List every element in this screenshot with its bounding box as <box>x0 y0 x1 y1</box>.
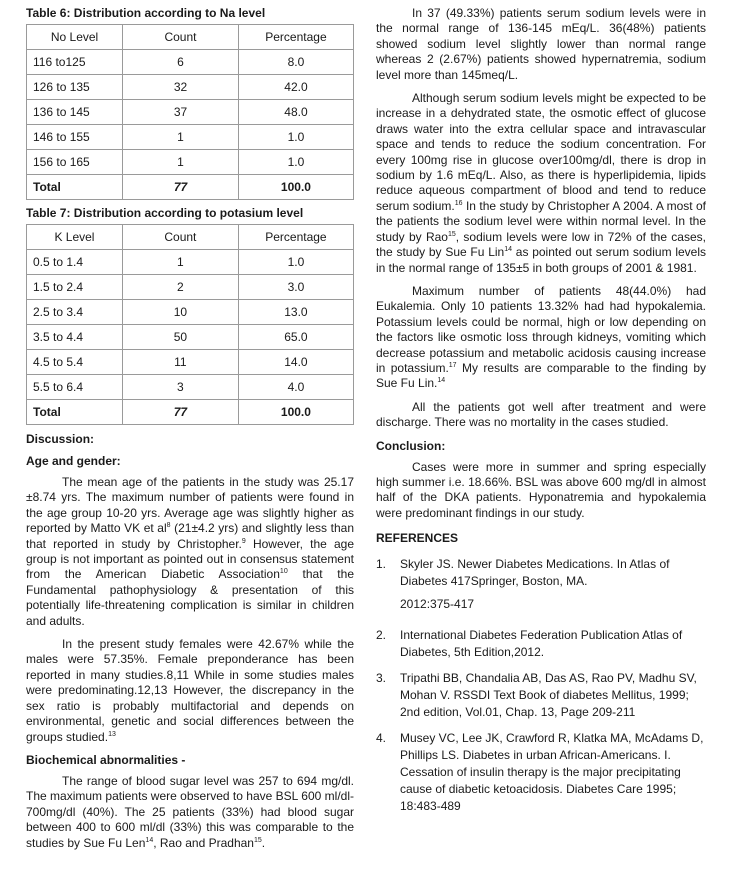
table-cell: 100.0 <box>238 175 353 200</box>
table-cell: 4.0 <box>238 375 353 400</box>
table-header-row <box>27 225 354 250</box>
table-cell: 50 <box>122 325 238 350</box>
table-cell: Total <box>27 175 123 200</box>
reference-number: 1. <box>376 557 387 572</box>
table-cell: 1 <box>123 150 239 175</box>
citation-superscript: 15 <box>253 836 262 844</box>
table-cell: 14.0 <box>238 350 353 375</box>
table-row <box>27 100 354 125</box>
citation-superscript: 14 <box>504 246 513 254</box>
table6-na-distribution <box>26 24 354 200</box>
table-row <box>27 250 354 275</box>
potassium-paragraph: Maximum number of patients 48(44.0%) had Eukalemia. Only 10 patients 13.32% had had hypokalemia. Potassium levels could be normal, high or low depending on the factors like osmotic loss through kidneys, vomiting which decrease potassium and metabolic acidosis causing increase in potassium.$^{17}$ My results are comparable to the finding by Sue Fu Lin.$^{14}$ <box>376 283 706 391</box>
table-cell: 3.5 to 4.4 <box>27 325 123 350</box>
conclusion-paragraph: Cases were more in summer and spring especially high summer i.e. 18.66%. BSL was above 600 mg/dl in almost half of the DKA patients. Hyponatremia and hypokalemia were predominant findings in our study. <box>376 459 706 520</box>
table-cell: 77 <box>123 175 239 200</box>
table-cell: 37 <box>123 100 239 125</box>
table6-caption: Table 6: Distribution according to Na level <box>26 6 266 20</box>
biochemical-heading: Biochemical abnormalities - <box>26 752 186 767</box>
references-heading: REFERENCES <box>376 531 459 546</box>
column-header: Count <box>123 25 239 50</box>
citation-superscript: 17 <box>448 361 457 369</box>
citation-superscript: 10 <box>279 568 288 576</box>
citation-superscript: 16 <box>454 199 463 207</box>
gender-paragraph: In the present study females were 42.67% while the males were 57.35%. Female preponderance has been reported in many studies.8,11 While in some studies males were predominating.12,13 However, the discrepancy in the sex ratio is probably multifactorial and depends on environmental, genetic and social differences between the groups studied.$^{13}$ <box>26 637 354 744</box>
table-row <box>27 350 354 375</box>
table-cell: 100.0 <box>238 400 353 425</box>
outcome-paragraph: All the patients got well after treatment and were discharge. There was no mortality in the cases studied. <box>376 399 706 430</box>
table-cell: 2.5 to 3.4 <box>27 300 123 325</box>
table-cell: 0.5 to 1.4 <box>27 250 123 275</box>
reference-item <box>376 627 706 661</box>
table-header-row <box>27 25 354 50</box>
column-header: Count <box>122 225 238 250</box>
reference-item <box>376 730 706 815</box>
table-cell: 77 <box>122 400 238 425</box>
table-cell: 10 <box>122 300 238 325</box>
table-cell: 32 <box>123 75 239 100</box>
age-gender-heading: Age and gender: <box>26 454 121 468</box>
reference-item <box>376 670 706 721</box>
table-cell: 42.0 <box>238 75 353 100</box>
citation-superscript: 13 <box>108 730 116 738</box>
table-row <box>27 50 354 75</box>
reference-item <box>376 556 706 613</box>
table-row <box>27 150 354 175</box>
table-cell: 126 to 135 <box>27 75 123 100</box>
column-header: Percentage <box>238 225 353 250</box>
table-cell: Total <box>27 400 123 425</box>
table-cell: 1.0 <box>238 125 353 150</box>
table-cell: 3.0 <box>238 275 353 300</box>
reference-pages: 2012:375-417 <box>400 597 475 612</box>
citation-superscript: 8 <box>166 522 171 530</box>
table-cell: 65.0 <box>238 325 353 350</box>
table-cell: 8.0 <box>238 50 353 75</box>
column-header: No Level <box>27 25 123 50</box>
table-cell: 5.5 to 6.4 <box>27 375 123 400</box>
reference-number: 4. <box>376 731 387 746</box>
table7-k-distribution <box>26 224 354 425</box>
conclusion-heading: Conclusion: <box>376 438 446 453</box>
table-cell: 48.0 <box>238 100 353 125</box>
column-header: Percentage <box>238 25 353 50</box>
discussion-heading: Discussion: <box>26 432 95 446</box>
table-cell: 2 <box>122 275 238 300</box>
sodium-explanation-paragraph: Although serum sodium levels might be expected to be increase in a dehydrated state, the osmotic effect of glucose draws water into the extra cellular space and intravascular space and tends to reduce the sodium concentration. For every 100mg rise in glucose over100mg/dl, there is drop in sodium by 1.6 mEq/L. Also, as there is hyperlipidemia, lipids reduce aqueous compartment of blood and tend to reduce serum sodium.$^{16}$ In the study by Christopher A 2004. A most of the patients the sodium level were within normal level. In the study by Rao$^{15}$, sodium levels were low in 72% of the cases, the study by Sue Fu Lin$^{14}$ as pointed out serum sodium levels in the normal range of 135±5 in both groups of 2001 & 1981. <box>376 91 707 275</box>
table-row <box>27 325 354 350</box>
sodium-paragraph: In 37 (49.33%) patients serum sodium levels were in the normal range of 136-145 mEq/L. 36(48%) patients showed sodium level slightly lower than normal range whereas 2 (2.67%) patients showed hypernatremia, sodium level more than 145meq/L. <box>376 6 706 82</box>
citation-superscript: 14 <box>437 377 446 385</box>
citation-superscript: 9 <box>241 537 246 545</box>
table-row <box>27 375 354 400</box>
table-row <box>27 75 354 100</box>
table-cell: 136 to 145 <box>27 100 123 125</box>
reference-text: Musey VC, Lee JK, Crawford R, Klatka MA, McAdams D, Phillips LS. Diabetes in urban African-Americans. I. Cessation of insulin therapy is the major precipitating cause of diabetic ketoacidosis. Diabetes Care 1995; 18:483-489 <box>400 731 704 814</box>
reference-number: 3. <box>376 671 387 686</box>
reference-text: International Diabetes Federation Publication Atlas of Diabetes, 5th Edition,2012. <box>400 628 683 660</box>
blood-sugar-paragraph: The range of blood sugar level was 257 to 694 mg/dl. The maximum patients were observed to have BSL 600 ml/dl-700mg/dl (40%). The 25 patients (33%) had blood sugar between 400 to 600 ml/dl (33%) this was comparable to the studies by Sue Fu Len$^{14}$, Rao and Pradhan$^{15}$. <box>26 773 354 850</box>
table7-caption: Table 7: Distribution according to potasium level <box>26 206 304 220</box>
table-total-row <box>27 400 354 425</box>
table-cell: 11 <box>122 350 238 375</box>
table-cell: 13.0 <box>238 300 353 325</box>
table-cell: 6 <box>123 50 239 75</box>
table-cell: 146 to 155 <box>27 125 123 150</box>
table-cell: 1 <box>123 125 239 150</box>
table-row <box>27 275 354 300</box>
table-row <box>27 125 354 150</box>
table-cell: 156 to 165 <box>27 150 123 175</box>
table-cell: 1.0 <box>238 150 353 175</box>
table-row <box>27 300 354 325</box>
right-column <box>376 6 706 824</box>
table-cell: 1.5 to 2.4 <box>27 275 123 300</box>
citation-superscript: 14 <box>145 836 154 844</box>
table-cell: 3 <box>122 375 238 400</box>
reference-text: Skyler JS. Newer Diabetes Medications. In Atlas of Diabetes 417Springer, Boston, MA. <box>400 557 670 589</box>
table-cell: 4.5 to 5.4 <box>27 350 123 375</box>
citation-superscript: 15 <box>447 230 456 238</box>
left-column <box>26 6 354 859</box>
column-header: K Level <box>27 225 123 250</box>
table-total-row <box>27 175 354 200</box>
age-paragraph: The mean age of the patients in the study was 25.17 ±8.74 yrs. The maximum number of patients were found in the age group 10-20 yrs. Average age was slightly higher as reported by Matto VK et $al^8$ (21±4.2 yrs) and slightly less than that reported in study by Christopher.$^9$ However, the age group is not important as pointed out in consensus statement from the American Diabetic Association$^{10}$ that the Fundamental pathophysiology & presentation of this potentially life-threatening complication is similar in children and adults. <box>26 475 354 628</box>
reference-text: Tripathi BB, Chandalia AB, Das AS, Rao PV, Madhu SV, Mohan V. RSSDI Text Book of diabetes Mellitus, 1999; 2nd edition, Vol.01, Chap. 13, Page 209-211 <box>400 671 697 720</box>
table-cell: 116 to125 <box>27 50 123 75</box>
table-cell: 1 <box>122 250 238 275</box>
reference-number: 2. <box>376 628 387 643</box>
table-cell: 1.0 <box>238 250 353 275</box>
references-list <box>376 556 706 815</box>
